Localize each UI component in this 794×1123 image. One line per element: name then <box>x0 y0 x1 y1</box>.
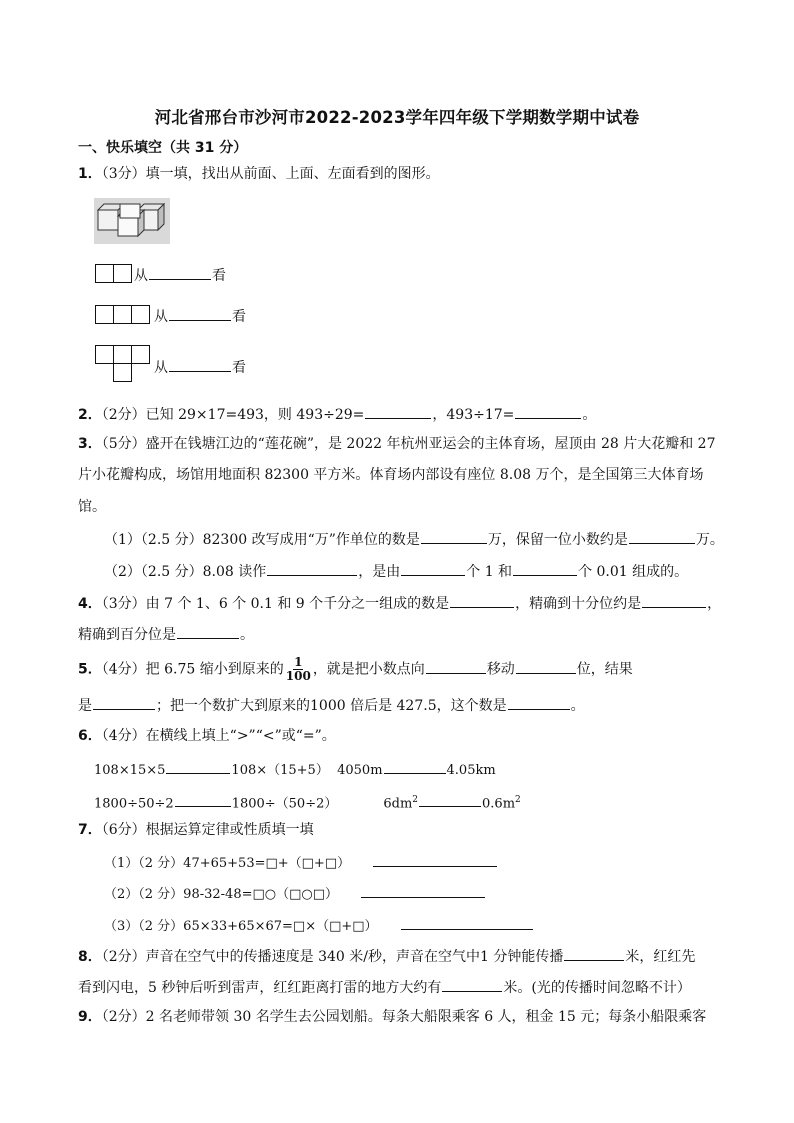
question-3-line-2: 片小花瓣构成，场馆用地面积 82300 平方米。体育场内部设有座位 8.08 万个，是全国第三大体育场 <box>78 467 704 483</box>
question-5-line-2: 是 ；把一个数扩大到原来的1000 倍后是 427.5，这个数是 。 <box>78 694 585 716</box>
question-3-line-3: 馆。 <box>78 499 106 515</box>
section-heading: 一、快乐填空（共 31 分） <box>78 140 248 156</box>
question-1 <box>78 164 440 184</box>
question-text: 填一填，找出从前面、上面、左面看到的图形。 <box>145 166 440 182</box>
answer-blank[interactable] <box>365 403 431 419</box>
answer-blank[interactable] <box>642 592 706 608</box>
question-7-sub-3: （3）（2 分）65×33+65×67=□×（□+□） <box>104 914 534 937</box>
question-score: （3分） <box>101 166 146 182</box>
answer-blank[interactable] <box>93 694 155 710</box>
answer-blank[interactable] <box>515 403 581 419</box>
question-3-sub-1: （1）（2.5 分）82300 改写成用“万”作单位的数是 万，保留一位小数约是 万。 <box>104 528 724 550</box>
question-8-line-2: 看到闪电，5 秒钟后听到雷声，红红距离打雷的地方大约有 米。(光的传播时间忽略不计） <box>78 976 691 998</box>
question-3-sub-2: （2）（2.5 分）8.08 读作 ，是由 个 1 和 个 0.01 组成的。 <box>104 560 688 582</box>
answer-blank[interactable] <box>442 976 502 992</box>
view-row-2: 从 看 <box>154 305 246 327</box>
question-4-line-2: 精确到百分位是 。 <box>78 623 254 645</box>
answer-blank[interactable] <box>508 694 570 710</box>
answer-blank[interactable] <box>401 914 533 930</box>
answer-blank[interactable] <box>166 758 230 774</box>
answer-blank[interactable] <box>361 882 485 898</box>
question-6: 6．（4分）在横线上填上“>”“<”或“=”。 <box>78 728 336 744</box>
question-5: 5．（4分）把 6.75 缩小到原来的 $\frac{1}{100}$ ，就是把小数点向 移动 位，结果 <box>78 655 633 683</box>
answer-blank[interactable] <box>373 851 497 867</box>
answer-blank[interactable] <box>267 560 357 576</box>
answer-blank[interactable] <box>177 623 239 639</box>
question-7-sub-2: （2）（2 分）98-32-48=□○（□○□） <box>104 882 486 905</box>
answer-blank[interactable] <box>629 528 695 544</box>
fraction: $\frac{1}{100}$ <box>285 655 311 683</box>
question-2: 2．（2分）已知 29×17=493，则 493÷29= ，493÷17= 。 <box>78 403 596 425</box>
question-3: 3．（5分）盛开在钱塘江边的“莲花碗”，是 2022 年杭州亚运会的主体育场，屋顶由 28 片大花瓣和 27 <box>78 436 716 452</box>
view-row-3: 从 看 <box>154 356 246 378</box>
answer-blank[interactable] <box>149 264 211 280</box>
question-8: 8．（2分）声音在空气中的传播速度是 340 米/秒，声音在空气中1 分钟能传播 米，红红先 <box>78 945 695 967</box>
answer-blank[interactable] <box>169 305 231 321</box>
answer-blank[interactable] <box>421 528 487 544</box>
answer-blank[interactable] <box>384 758 446 774</box>
answer-blank[interactable] <box>419 791 481 807</box>
question-number: 1． <box>78 166 102 182</box>
question-7-sub-1: （1）（2 分）47+65+53=□+（□+□） <box>104 851 498 874</box>
question-6-row-2: 1800÷50÷2 1800÷（50÷2） $6dm^2$ $0.6m^2$ <box>94 790 521 814</box>
answer-blank[interactable] <box>516 658 576 674</box>
answer-blank[interactable] <box>564 945 624 961</box>
cube-stack-image <box>94 198 170 244</box>
question-6-row-1: 108×15×5 108×（15+5） 4050m 4.05km <box>94 758 496 781</box>
answer-blank[interactable] <box>401 560 465 576</box>
page-title: 河北省邢台市沙河市2022-2023学年四年级下学期数学期中试卷 <box>154 108 640 127</box>
answer-blank[interactable] <box>426 658 486 674</box>
question-9: 9．（2分）2 名老师带领 30 名学生去公园划船。每条大船限乘客 6 人，租金 15 元；每条小船限乘客 <box>78 1009 707 1025</box>
view-row-1: 从 看 <box>134 264 226 286</box>
answer-blank[interactable] <box>175 791 231 807</box>
question-7: 7．（6分）根据运算定律或性质填一填 <box>78 822 314 838</box>
question-4: 4．（3分）由 7 个 1、6 个 0.1 和 9 个千分之一组成的数是 ，精确到十分位约是 ， <box>78 592 721 614</box>
answer-blank[interactable] <box>513 560 577 576</box>
answer-blank[interactable] <box>450 592 514 608</box>
answer-blank[interactable] <box>169 356 231 372</box>
